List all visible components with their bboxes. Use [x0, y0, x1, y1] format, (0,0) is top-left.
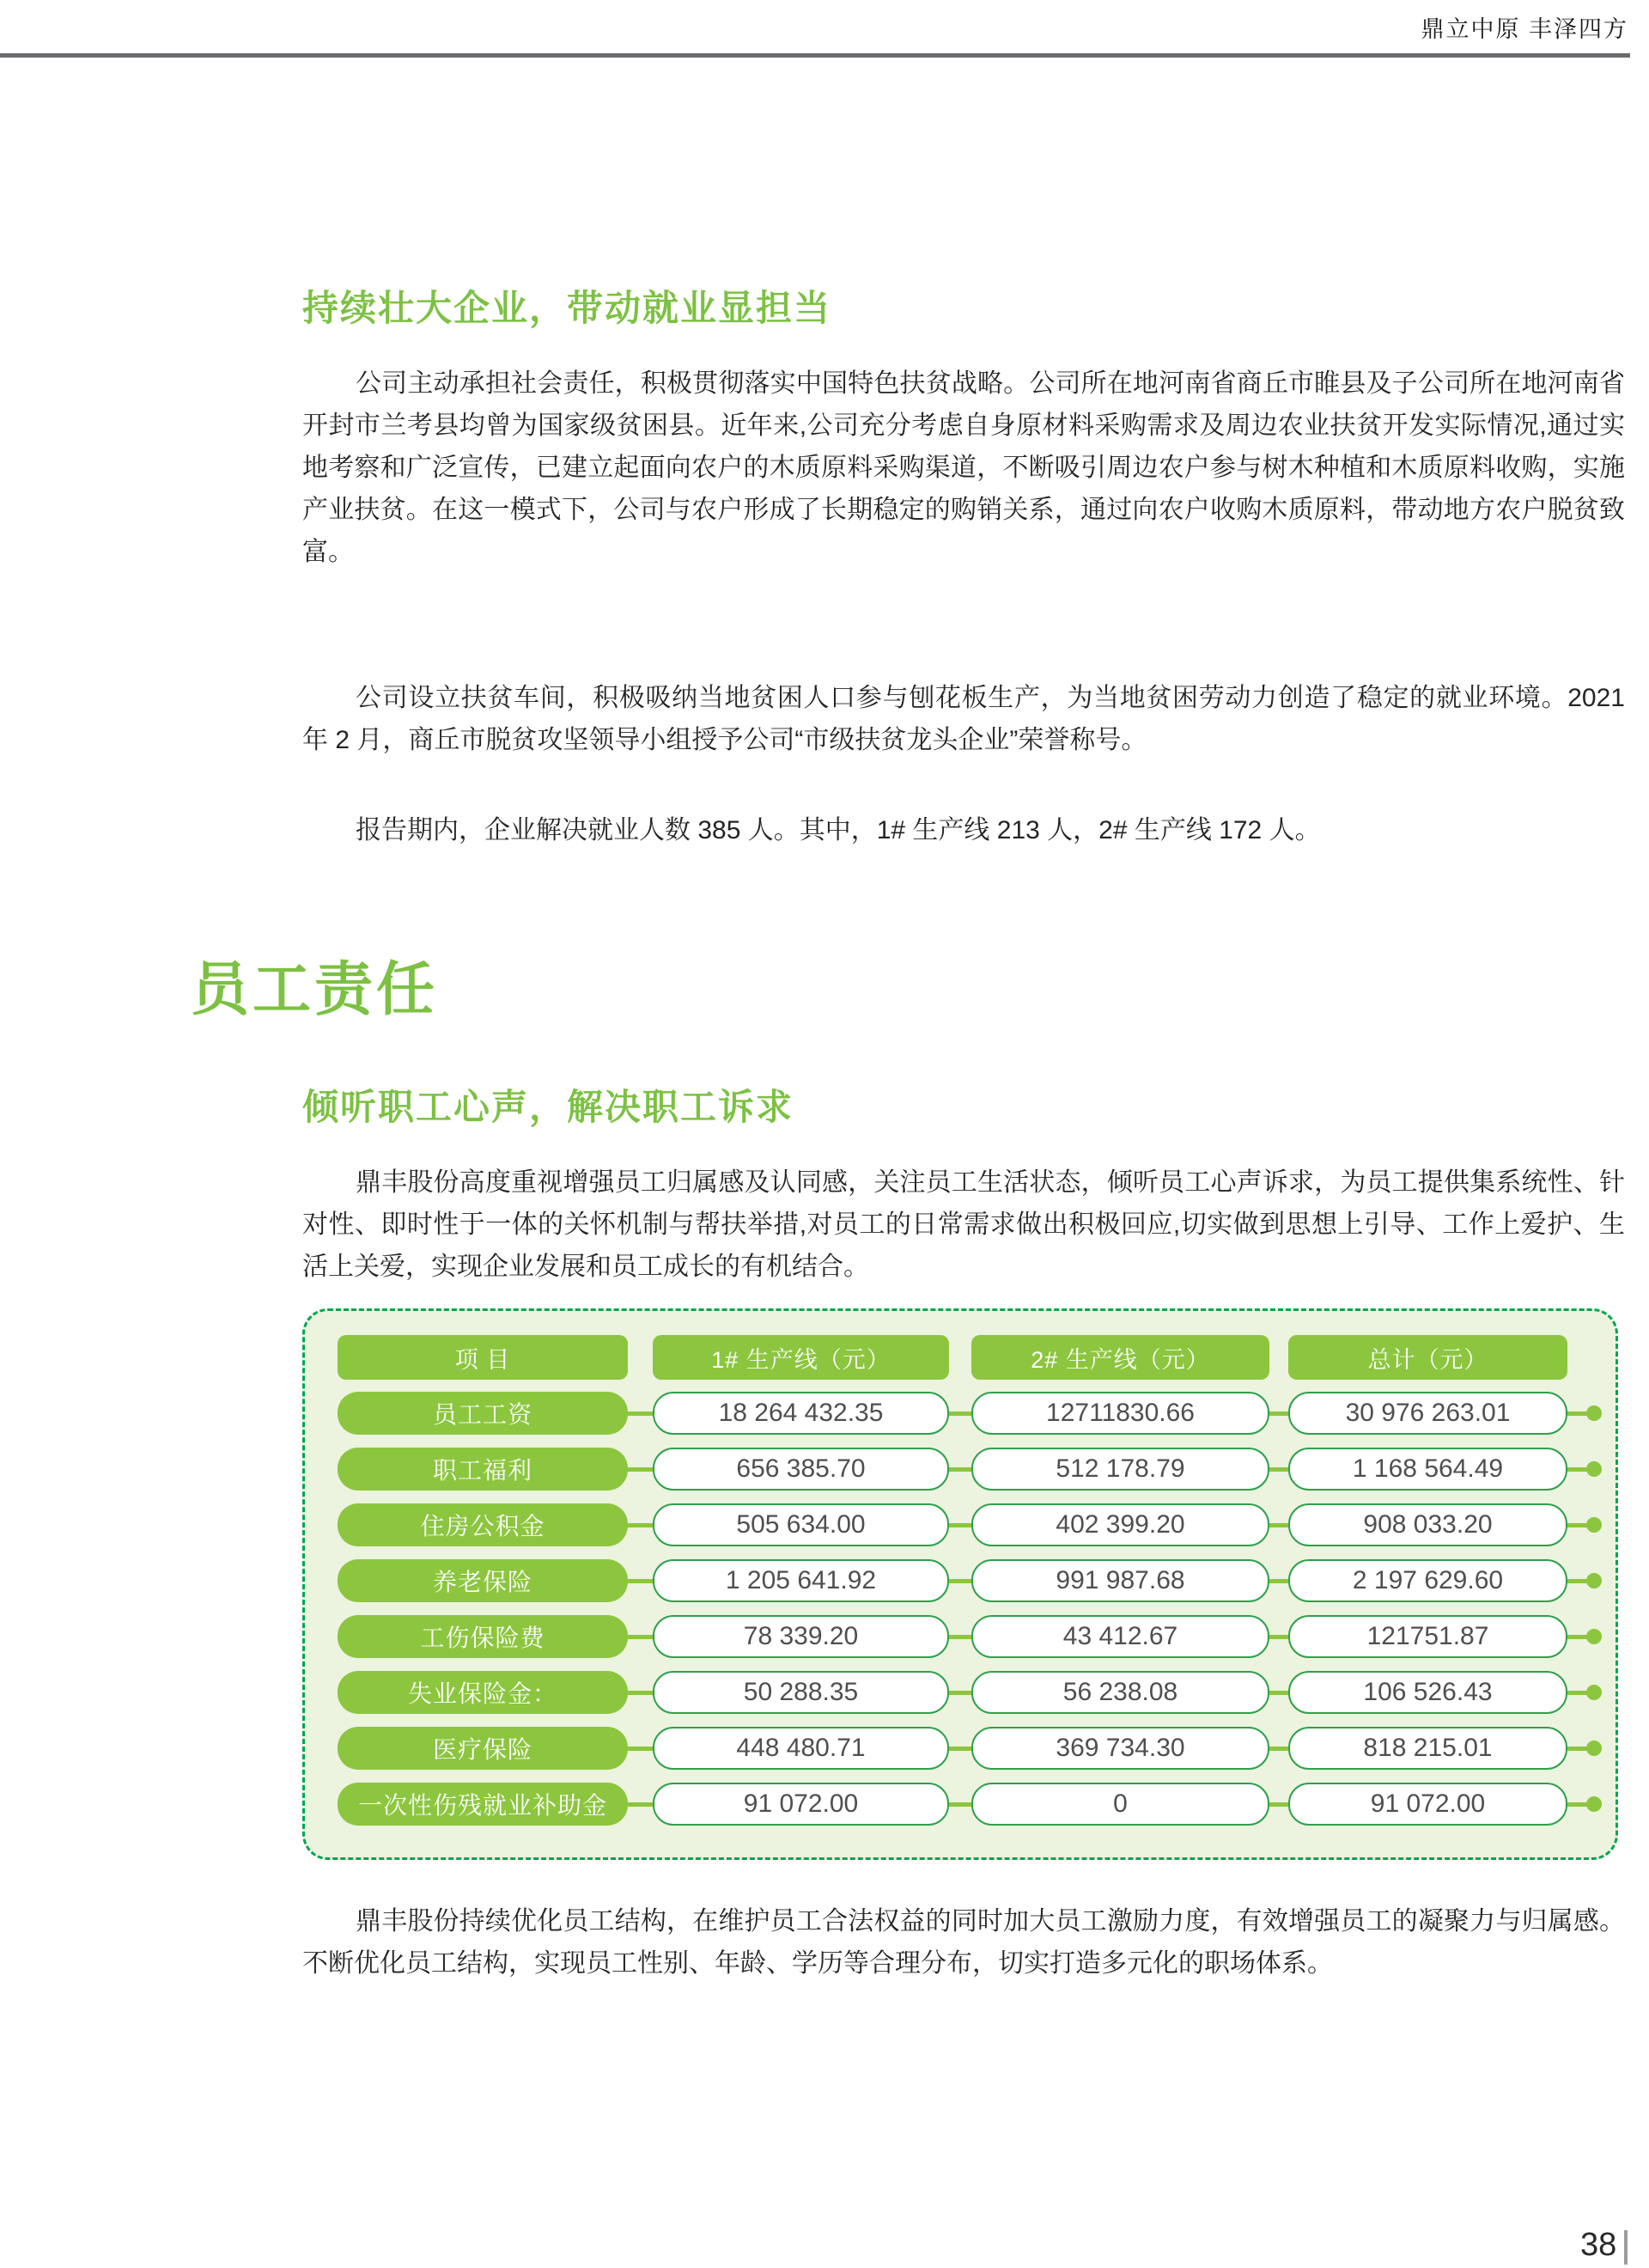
- table-header-total: 总计（元）: [1288, 1335, 1567, 1380]
- row-value-line2: 369 734.30: [971, 1727, 1269, 1770]
- connector-line: [1567, 1802, 1588, 1807]
- connector-line: [1269, 1579, 1288, 1583]
- table-header-line2: 2# 生产线（元）: [971, 1335, 1269, 1380]
- row-label: 失业保险金：: [338, 1671, 628, 1714]
- row-value-line1: 505 634.00: [653, 1503, 949, 1546]
- connector-line: [1269, 1467, 1288, 1472]
- connector-line: [1567, 1691, 1588, 1695]
- row-value-total: 2 197 629.60: [1288, 1559, 1567, 1602]
- row-value-total: 121751.87: [1288, 1615, 1567, 1658]
- row-value-total: 818 215.01: [1288, 1727, 1567, 1770]
- connector-line: [1269, 1635, 1288, 1639]
- row-end-dot: [1586, 1685, 1602, 1700]
- row-label: 住房公积金: [338, 1503, 628, 1546]
- table-header-item: 项 目: [338, 1335, 628, 1380]
- row-label: 养老保险: [338, 1559, 628, 1602]
- connector-line: [1567, 1467, 1588, 1472]
- row-end-dot: [1586, 1405, 1602, 1421]
- connector-line: [949, 1691, 971, 1695]
- table-row: [305, 1559, 1616, 1602]
- compensation-table: [302, 1308, 1618, 1860]
- row-value-total: 91 072.00: [1288, 1783, 1567, 1826]
- connector-line: [628, 1747, 653, 1751]
- table-header-line1: 1# 生产线（元）: [653, 1335, 949, 1380]
- connector-line: [1269, 1523, 1288, 1527]
- header-divider-line: [0, 53, 1630, 58]
- connector-line: [628, 1579, 653, 1583]
- connector-line: [1567, 1411, 1588, 1416]
- page-header-motto: 鼎立中原 丰泽四方: [1421, 16, 1628, 42]
- connector-line: [949, 1579, 971, 1583]
- connector-line: [628, 1802, 653, 1807]
- paragraph-employee-care: 鼎丰股份高度重视增强员工归属感及认同感，关注员工生活状态，倾听员工心声诉求，为员工提供集系统性、针对性、即时性于一体的关怀机制与帮扶举措,对员工的日常需求做出积极回应,切实做到思想上引导、工作上爱护、生活上关爱，实现企业发展和员工成长的有机结合。: [302, 1168, 1625, 1281]
- row-value-line1: 78 339.20: [653, 1615, 949, 1658]
- row-end-dot: [1586, 1573, 1602, 1588]
- table-row: [305, 1448, 1616, 1491]
- connector-line: [1269, 1691, 1288, 1695]
- connector-line: [1269, 1411, 1288, 1416]
- connector-line: [949, 1523, 971, 1527]
- row-value-total: 106 526.43: [1288, 1671, 1567, 1714]
- connector-line: [949, 1635, 971, 1639]
- row-value-line1: 50 288.35: [653, 1671, 949, 1714]
- row-value-line1: 18 264 432.35: [653, 1392, 949, 1435]
- connector-line: [628, 1411, 653, 1416]
- row-value-line2: 43 412.67: [971, 1615, 1269, 1658]
- row-value-line1: 91 072.00: [653, 1783, 949, 1826]
- connector-line: [628, 1467, 653, 1472]
- paragraph-poverty-alleviation: 公司主动承担社会责任，积极贯彻落实中国特色扶贫战略。公司所在地河南省商丘市睢县及子公司所在地河南省开封市兰考县均曾为国家级贫困县。近年来,公司充分考虑自身原材料采购需求及周边农业扶贫开发实际情况,通过实地考察和广泛宣传，已建立起面向农户的木质原料采购渠道，不断吸引周边农户参与树木种植和木质原料收购，实施产业扶贫。在这一模式下，公司与农户形成了长期稳定的购销关系，通过向农户收购木质原料，带动地方农户脱贫致富。: [302, 369, 1625, 566]
- section-heading-listen-employees: 倾听职工心声，解决职工诉求: [302, 1087, 794, 1127]
- connector-line: [1269, 1747, 1288, 1751]
- table-row: [305, 1727, 1616, 1770]
- table-row: [305, 1615, 1616, 1658]
- table-row: [305, 1671, 1616, 1714]
- row-value-total: 30 976 263.01: [1288, 1392, 1567, 1435]
- connector-line: [628, 1691, 653, 1695]
- connector-line: [1567, 1635, 1588, 1639]
- connector-line: [949, 1467, 971, 1472]
- row-value-line1: 448 480.71: [653, 1727, 949, 1770]
- table-row: [305, 1783, 1616, 1826]
- row-end-dot: [1586, 1629, 1602, 1644]
- connector-line: [1269, 1802, 1288, 1807]
- page-number: 38: [1580, 2227, 1617, 2263]
- paragraph-employment-numbers: 报告期内，企业解决就业人数 385 人。其中，1# 生产线 213 人，2# 生产线 172 人。: [356, 816, 1321, 844]
- row-value-total: 1 168 564.49: [1288, 1448, 1567, 1491]
- table-row: [305, 1503, 1616, 1546]
- table-header-row: [305, 1335, 1616, 1380]
- paragraph-employee-structure: 鼎丰股份持续优化员工结构，在维护员工合法权益的同时加大员工激励力度，有效增强员工的凝聚力与归属感。不断优化员工结构，实现员工性别、年龄、学历等合理分布，切实打造多元化的职场体系。: [302, 1907, 1625, 1978]
- row-value-line1: 1 205 641.92: [653, 1559, 949, 1602]
- connector-line: [628, 1523, 653, 1527]
- row-value-total: 908 033.20: [1288, 1503, 1567, 1546]
- connector-line: [949, 1747, 971, 1751]
- row-value-line1: 656 385.70: [653, 1448, 949, 1491]
- row-value-line2: 402 399.20: [971, 1503, 1269, 1546]
- row-label: 职工福利: [338, 1448, 628, 1491]
- row-end-dot: [1586, 1741, 1602, 1756]
- row-value-line2: 12711830.66: [971, 1392, 1269, 1435]
- table-row: [305, 1392, 1616, 1435]
- connector-line: [949, 1411, 971, 1416]
- connector-line: [1567, 1747, 1588, 1751]
- chapter-title-employee-responsibility: 员工责任: [191, 957, 439, 1022]
- row-value-line2: 512 178.79: [971, 1448, 1269, 1491]
- row-label: 员工工资: [338, 1392, 628, 1435]
- row-value-line2: 56 238.08: [971, 1671, 1269, 1714]
- row-label: 医疗保险: [338, 1727, 628, 1770]
- paragraph-workshop: 公司设立扶贫车间，积极吸纳当地贫困人口参与刨花板生产，为当地贫困劳动力创造了稳定的就业环境。2021 年 2 月，商丘市脱贫攻坚领导小组授予公司“市级扶贫龙头企业”荣誉称号。: [302, 684, 1625, 754]
- row-label: 工伤保险费: [338, 1615, 628, 1658]
- page-number-divider: [1624, 2230, 1628, 2265]
- row-label: 一次性伤残就业补助金: [338, 1783, 628, 1826]
- row-value-line2: 0: [971, 1783, 1269, 1826]
- row-end-dot: [1586, 1796, 1602, 1812]
- connector-line: [949, 1802, 971, 1807]
- connector-line: [1567, 1579, 1588, 1583]
- section-heading-employment: 持续壮大企业，带动就业显担当: [302, 288, 832, 328]
- row-end-dot: [1586, 1517, 1602, 1533]
- row-value-line2: 991 987.68: [971, 1559, 1269, 1602]
- row-end-dot: [1586, 1461, 1602, 1477]
- connector-line: [628, 1635, 653, 1639]
- connector-line: [1567, 1523, 1588, 1527]
